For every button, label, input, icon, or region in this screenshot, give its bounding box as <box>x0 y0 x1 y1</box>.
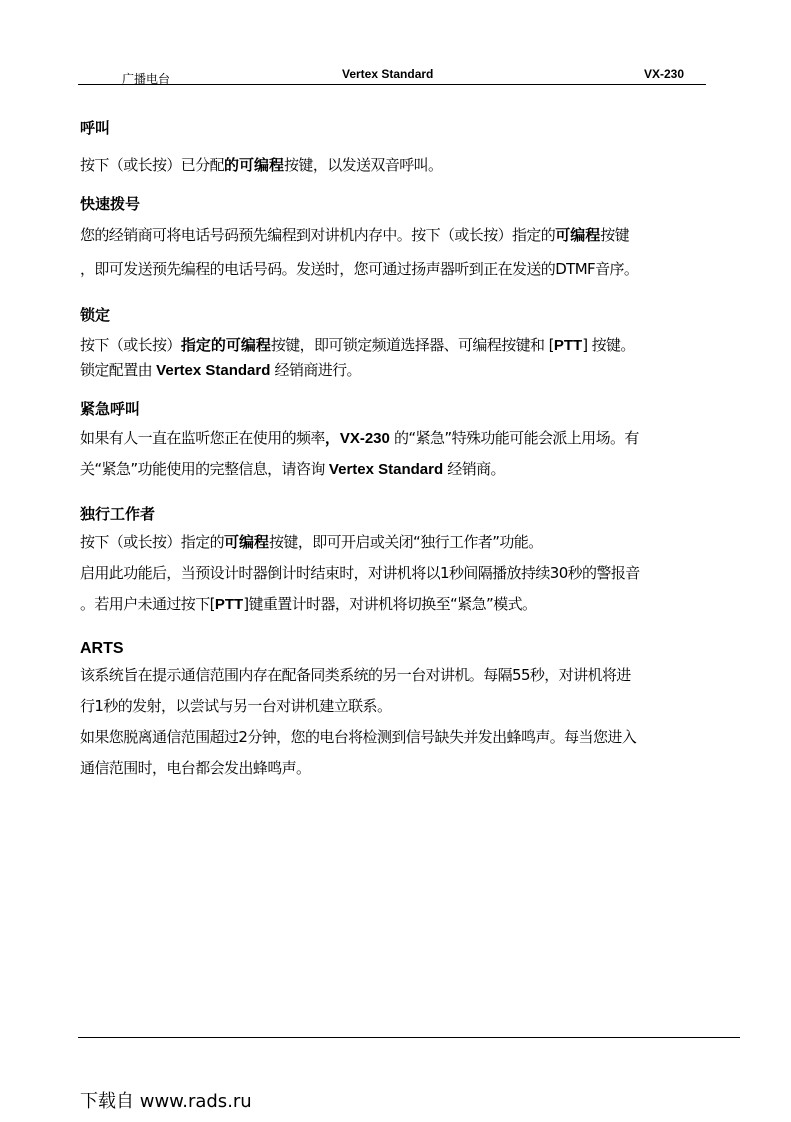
paragraph: 通信范围时，电台都会发出蜂鸣声。 <box>80 759 311 777</box>
paragraph: 该系统旨在提示通信范围内存在配备同类系统的另一台对讲机。每隔55秒，对讲机将进 <box>80 666 631 684</box>
text-run: 。若用户未通过按下[ <box>80 595 215 613</box>
text-run: 按下（或长按） <box>80 336 181 354</box>
text-run: 按下（或长按）已分配 <box>80 156 225 174</box>
text-run: 经销商。 <box>443 460 505 478</box>
section-title: ARTS <box>80 640 124 657</box>
footer-download-source: 下载自 www.rads.ru <box>80 1091 252 1112</box>
text-run: 如果有人一直在监听您正在使用的频率 <box>80 429 325 447</box>
footer-divider <box>78 1037 740 1038</box>
text-run: 锁定配置由 <box>80 361 157 379</box>
bold-text: PTT <box>214 596 244 613</box>
header-model: VX-230 <box>643 67 684 81</box>
text-run: ]键重置计时器，对讲机将切换至“紧急”模式。 <box>243 595 537 613</box>
text-run: 按键，即可锁定频道选择器、可编程按键和 [ <box>270 336 554 354</box>
text-run: 您的经销商可将电话号码预先编程到对讲机内存中。按下（或长按）指定的 <box>80 226 556 244</box>
text-run: 关“紧急”功能使用的完整信息，请咨询 <box>80 460 329 478</box>
section-call <box>80 118 442 181</box>
section-speed-dial <box>80 194 638 285</box>
paragraph: 行1秒的发射，以尝试与另一台对讲机建立联系。 <box>80 697 392 715</box>
bold-text: PTT <box>553 337 583 354</box>
paragraph: ，即可发送预先编程的电话号码。发送时，您可通过扬声器听到正在发送的DTMF音序。 <box>80 260 639 278</box>
section-lock <box>80 305 635 383</box>
paragraph <box>80 527 640 558</box>
bold-text: Vertex Standard <box>156 362 271 379</box>
bold-text: 可编程 <box>555 226 601 244</box>
paragraph <box>80 423 639 454</box>
bold-text: 可编程 <box>224 533 270 551</box>
section-title: 锁定 <box>80 306 111 324</box>
section-title: 呼叫 <box>80 119 111 137</box>
header-brand: Vertex Standard <box>342 67 434 81</box>
bold-text: ，VX-230 <box>324 430 390 447</box>
paragraph <box>80 150 442 181</box>
paragraph: 如果您脱离通信范围超过2分钟，您的电台将检测到信号缺失并发出蜂鸣声。每当您进入 <box>80 728 637 746</box>
bold-text: 指定的可编程 <box>180 336 271 354</box>
bold-text: Vertex Standard <box>328 461 444 478</box>
section-emergency <box>80 399 639 485</box>
bold-text: 的可编程 <box>224 156 285 174</box>
page-header <box>78 62 706 85</box>
paragraph <box>80 589 640 620</box>
paragraph <box>80 454 639 485</box>
section-title: 紧急呼叫 <box>80 400 141 418</box>
section-title: 快速拨号 <box>80 195 141 213</box>
text-run: 按键，即可开启或关闭“独行工作者”功能。 <box>269 533 543 551</box>
text-run: ] 按键。 <box>582 336 635 354</box>
text-run: 的“紧急”特殊功能可能会派上用场。有 <box>389 429 639 447</box>
text-run: 按键，以发送双音呼叫。 <box>284 156 443 174</box>
section-lone-worker <box>80 504 640 620</box>
section-title: 独行工作者 <box>80 505 156 523</box>
text-run: 按下（或长按）指定的 <box>80 533 225 551</box>
text-run: 经销商进行。 <box>270 361 361 379</box>
paragraph: 启用此功能后，当预设计时器倒计时结束时，对讲机将以1秒间隔播放持续30秒的警报音 <box>80 564 640 582</box>
header-left-text: 广播电台 <box>122 72 171 86</box>
paragraph <box>80 333 635 358</box>
section-arts <box>80 639 636 784</box>
paragraph <box>80 358 635 383</box>
paragraph <box>80 220 638 251</box>
text-run: 按键 <box>600 226 630 244</box>
